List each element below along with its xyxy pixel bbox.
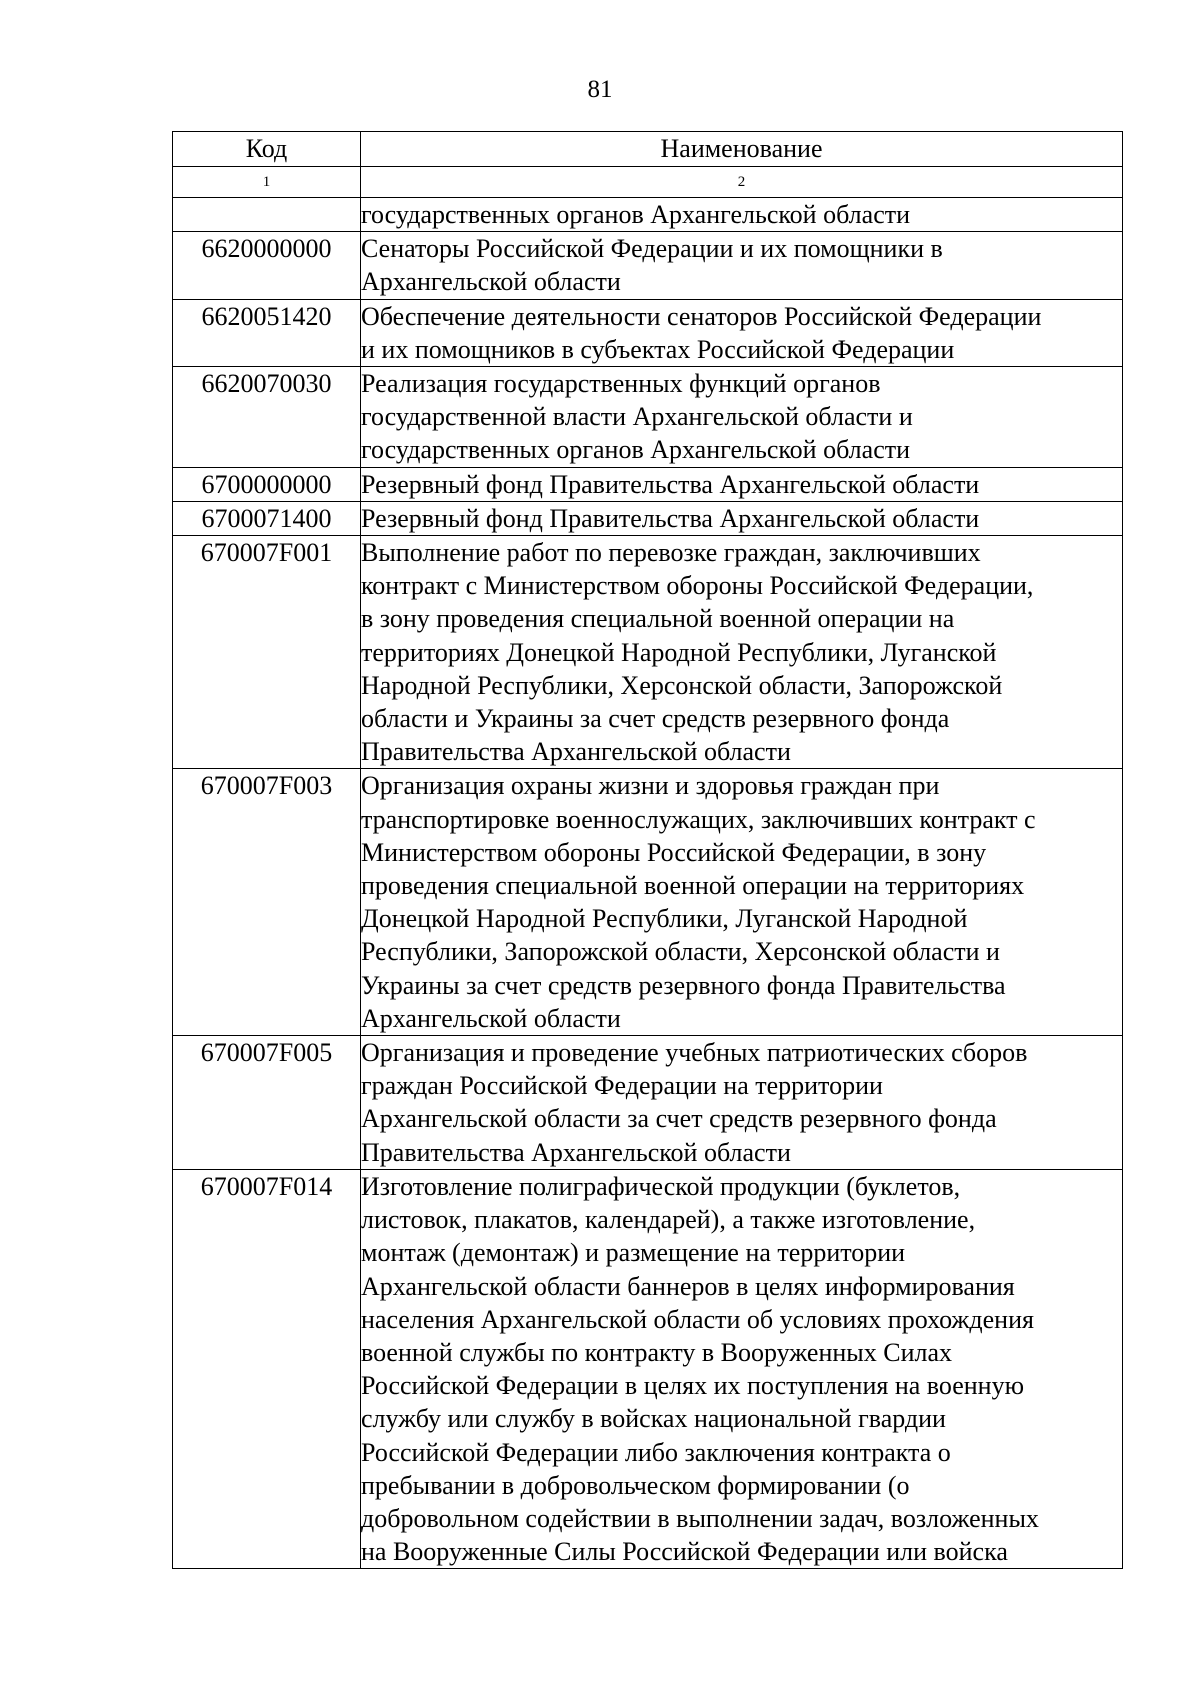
row-name <box>361 501 1123 535</box>
row-name-line: Изготовление полиграфической продукции (буклетов, <box>361 1171 961 1201</box>
table-row <box>173 536 1123 769</box>
page-number: 81 <box>587 76 613 103</box>
row-name-line: Реализация государственных функций органов <box>361 369 881 399</box>
row-code: 6620070030 <box>173 367 361 468</box>
row-name-line: пребывании в добровольческом формировании (о <box>361 1470 910 1500</box>
row-name <box>361 467 1123 501</box>
row-name <box>361 232 1123 299</box>
row-name-line: Правительства Архангельской области <box>361 1137 791 1167</box>
row-name-line: Архангельской области <box>361 1003 621 1033</box>
row-name-line: территориях Донецкой Народной Республики, Луганской <box>361 637 997 667</box>
row-name-line: добровольном содействии в выполнении задач, возложенных <box>361 1503 1039 1533</box>
row-code: 670007F001 <box>173 536 361 769</box>
header-code: Код <box>173 132 361 167</box>
row-name-line: военной службы по контракту в Вооруженных Силах <box>361 1337 953 1367</box>
row-name-line: Сенаторы Российской Федерации и их помощники в <box>361 234 943 264</box>
row-code <box>173 198 361 232</box>
row-name-line: Архангельской области баннеров в целях информирования <box>361 1271 1015 1301</box>
table-row <box>173 367 1123 468</box>
row-name-line: и их помощников в субъектах Российской Федерации <box>361 334 955 364</box>
row-name-line: Выполнение работ по перевозке граждан, заключивших <box>361 538 981 568</box>
table-row <box>173 198 1123 232</box>
column-number-name: 2 <box>361 167 1123 198</box>
row-name-line: государственных органов Архангельской области <box>361 435 911 465</box>
table-row <box>173 769 1123 1036</box>
row-name-line: Республики, Запорожской области, Херсонской области и <box>361 937 1000 967</box>
row-name <box>361 1036 1123 1170</box>
row-name-line: Организация и проведение учебных патриотических сборов <box>361 1038 1028 1068</box>
budget-codes-table <box>172 131 1123 1569</box>
row-name <box>361 299 1123 366</box>
row-name-line: граждан Российской Федерации на территории <box>361 1071 883 1101</box>
row-code: 6700071400 <box>173 501 361 535</box>
row-code: 670007F003 <box>173 769 361 1036</box>
row-name-line: в зону проведения специальной военной операции на <box>361 604 955 634</box>
row-code: 6620000000 <box>173 232 361 299</box>
table-row <box>173 1036 1123 1170</box>
row-name-line: Российской Федерации либо заключения контракта о <box>361 1437 951 1467</box>
row-code: 670007F014 <box>173 1169 361 1568</box>
row-name-line: Российской Федерации в целях их поступления на военную <box>361 1371 1024 1401</box>
row-name-line: государственных органов Архангельской области <box>361 200 911 229</box>
row-name-line: Украины за счет средств резервного фонда Правительства <box>361 970 1006 1000</box>
row-name <box>361 1169 1123 1568</box>
row-name-line: Архангельской области <box>361 267 621 297</box>
row-name <box>361 198 1123 232</box>
row-name <box>361 769 1123 1036</box>
table-row <box>173 1169 1123 1568</box>
row-name-line: службу или службу в войсках национальной гвардии <box>361 1404 946 1434</box>
row-name-line: на Вооруженные Силы Российской Федерации или войска <box>361 1537 1008 1567</box>
table-row <box>173 299 1123 366</box>
row-name-line: Донецкой Народной Республики, Луганской Народной <box>361 904 968 934</box>
row-code: 6620051420 <box>173 299 361 366</box>
column-number-code: 1 <box>173 167 361 198</box>
row-name-line: контракт с Министерством обороны Российской Федерации, <box>361 571 1034 601</box>
row-code: 670007F005 <box>173 1036 361 1170</box>
row-name-line: проведения специальной военной операции на территориях <box>361 871 1025 901</box>
row-name-line: Резервный фонд Правительства Архангельской области <box>361 503 980 533</box>
row-name-line: области и Украины за счет средств резервного фонда <box>361 704 950 734</box>
row-name-line: Министерством обороны Российской Федерации, в зону <box>361 837 987 867</box>
row-name-line: Обеспечение деятельности сенаторов Российской Федерации <box>361 301 1042 331</box>
row-name-line: транспортировке военнослужащих, заключивших контракт с <box>361 804 1036 834</box>
row-name <box>361 367 1123 468</box>
row-name-line: Правительства Архангельской области <box>361 737 791 767</box>
table-row <box>173 232 1123 299</box>
table-row <box>173 467 1123 501</box>
row-name-line: государственной власти Архангельской области и <box>361 402 913 432</box>
row-name-line: Резервный фонд Правительства Архангельской области <box>361 469 980 499</box>
table-header-row <box>173 132 1123 167</box>
row-name-line: монтаж (демонтаж) и размещение на территории <box>361 1238 906 1268</box>
row-name <box>361 536 1123 769</box>
row-name-line: Архангельской области за счет средств резервного фонда <box>361 1104 997 1134</box>
row-code: 6700000000 <box>173 467 361 501</box>
row-name-line: Организация охраны жизни и здоровья граждан при <box>361 771 940 801</box>
row-name-line: Народной Республики, Херсонской области, Запорожской <box>361 670 1003 700</box>
header-name: Наименование <box>361 132 1123 167</box>
table-row <box>173 501 1123 535</box>
column-number-row <box>173 167 1123 198</box>
row-name-line: населения Архангельской области об условиях прохождения <box>361 1304 1034 1334</box>
row-name-line: листовок, плакатов, календарей), а также изготовление, <box>361 1205 976 1235</box>
